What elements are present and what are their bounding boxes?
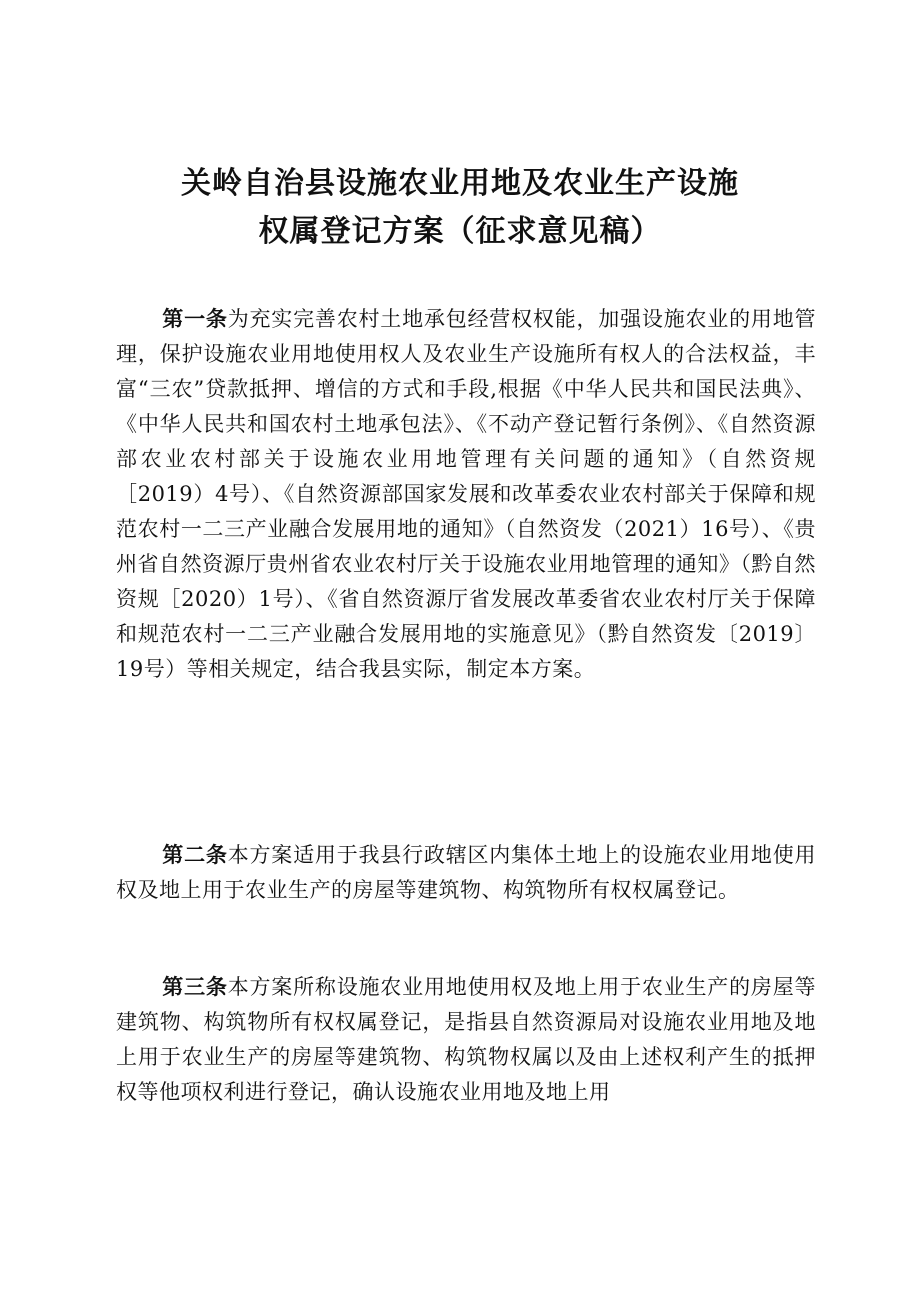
- article-label: 第二条: [162, 843, 228, 867]
- article-text: 本方案适用于我县行政辖区内集体土地上的设施农业用地使用权及地上用于农业生产的房屋等建筑物、构筑物所有权权属登记。: [116, 843, 817, 902]
- article-text: 为充实完善农村土地承包经营权权能，加强设施农业的用地管理，保护设施农业用地使用权人及农业生产设施所有权人的合法权益，丰富“三农”贷款抵押、增信的方式和手段,根据《中华人民共和国民法典》、《中华人民共和国农村土地承包法》、《不动产登记暂行条例》、《自然资源部农业农村部关于设施农业用地管理有关问题的通知》（自然资规［2019）4号）、《自然资源部国家发展和改革委农业农村部关于保障和规范农村一二三产业融合发展用地的通知》（自然资发（2021）16号）、《贵州省自然资源厅贵州省农业农村厅关于设施农业用地管理的通知》（黔自然资规［2020）1号）、《省自然资源厅省发展改革委省农业农村厅关于保障和规范农村一二三产业融合发展用地的实施意见》（黔自然资发〔2019〕19号）等相关规定，结合我县实际，制定本方案。: [116, 307, 817, 681]
- article-2: [116, 838, 816, 908]
- document-title-line-2: 权属登记方案（征求意见稿）: [258, 214, 662, 249]
- article-1: [116, 302, 816, 687]
- article-label: 第一条: [162, 307, 228, 331]
- article-label: 第三条: [162, 975, 228, 999]
- document-title-line-1: 关岭自治县设施农业用地及农业生产设施: [181, 166, 739, 201]
- article-3: [116, 970, 816, 1110]
- article-text: 本方案所称设施农业用地使用权及地上用于农业生产的房屋等建筑物、构筑物所有权权属登记，是指县自然资源局对设施农业用地及地上用于农业生产的房屋等建筑物、构筑物权属以及由上述权利产生的抵押权等他项权利进行登记，确认设施农业用地及地上用: [116, 975, 817, 1104]
